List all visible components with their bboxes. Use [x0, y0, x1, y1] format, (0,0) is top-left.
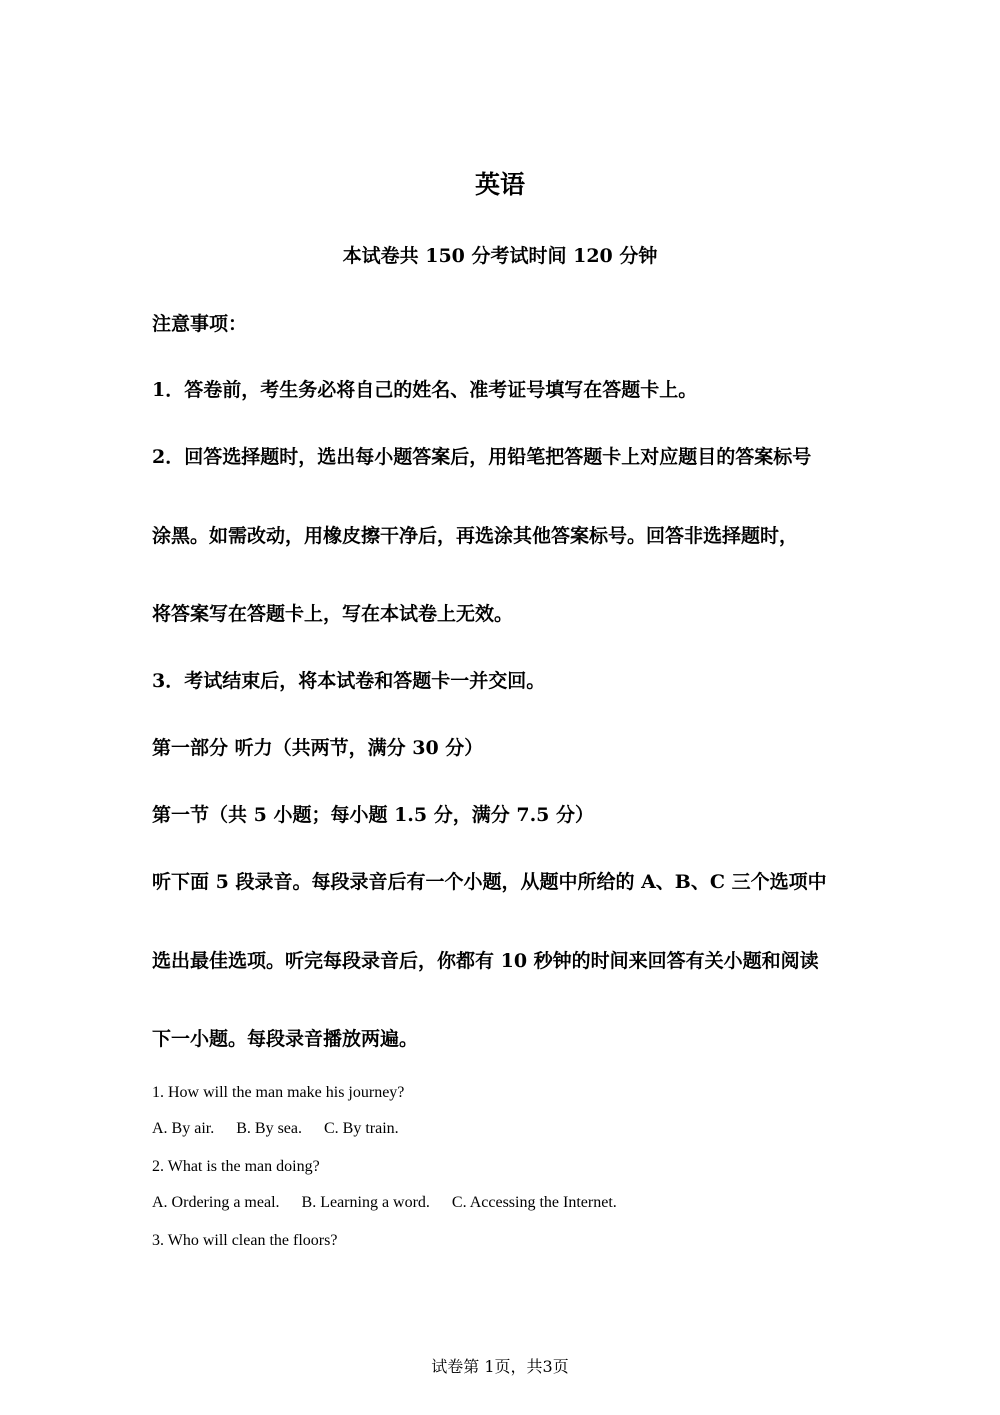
- section-heading: 第一节（共 5 小题；每小题 1.5 分，满分 7.5 分）: [152, 804, 595, 826]
- question-1-options: [152, 1118, 417, 1140]
- option-a: A. By air.: [152, 1120, 215, 1137]
- instructions-line-3: 下一小题。每段录音播放两遍。: [152, 1028, 419, 1050]
- notice-heading: 注意事项：: [152, 313, 248, 335]
- page-number: 试卷第 1页，共3页: [431, 1357, 569, 1376]
- instructions-line-1: 听下面 5 段录音。每段录音后有一个小题，从题中所给的 A、B、C 三个选项中: [152, 871, 827, 893]
- question-2-options: [152, 1192, 635, 1214]
- page-title: 英语: [474, 170, 525, 199]
- notice-item-2-line-2: 涂黑。如需改动，用橡皮擦干净后，再选涂其他答案标号。回答非选择题时，: [152, 525, 799, 547]
- question-1: 1. How will the man make his journey?: [152, 1084, 405, 1101]
- notice-item-2-line-1: 2．回答选择题时，选出每小题答案后，用铅笔把答题卡上对应题目的答案标号: [152, 446, 812, 468]
- part-heading: 第一部分 听力（共两节，满分 30 分）: [152, 737, 484, 759]
- question-3: 3. Who will clean the floors?: [152, 1232, 338, 1249]
- option-c: C. By train.: [324, 1120, 399, 1137]
- question-2: 2. What is the man doing?: [152, 1158, 320, 1175]
- instructions-line-2: 选出最佳选项。听完每段录音后，你都有 10 秒钟的时间来回答有关小题和阅读: [152, 950, 819, 972]
- notice-item-1: 1．答卷前，考生务必将自己的姓名、准考证号填写在答题卡上。: [152, 379, 698, 401]
- option-b: B. By sea.: [236, 1120, 302, 1137]
- exam-info: 本试卷共 150 分考试时间 120 分钟: [342, 245, 658, 267]
- option-c: C. Accessing the Internet.: [451, 1194, 617, 1211]
- notice-item-3: 3．考试结束后，将本试卷和答题卡一并交回。: [152, 670, 546, 692]
- notice-item-2-line-3: 将答案写在答题卡上，写在本试卷上无效。: [152, 603, 514, 625]
- option-b: B. Learning a word.: [301, 1194, 430, 1211]
- option-a: A. Ordering a meal.: [152, 1194, 280, 1211]
